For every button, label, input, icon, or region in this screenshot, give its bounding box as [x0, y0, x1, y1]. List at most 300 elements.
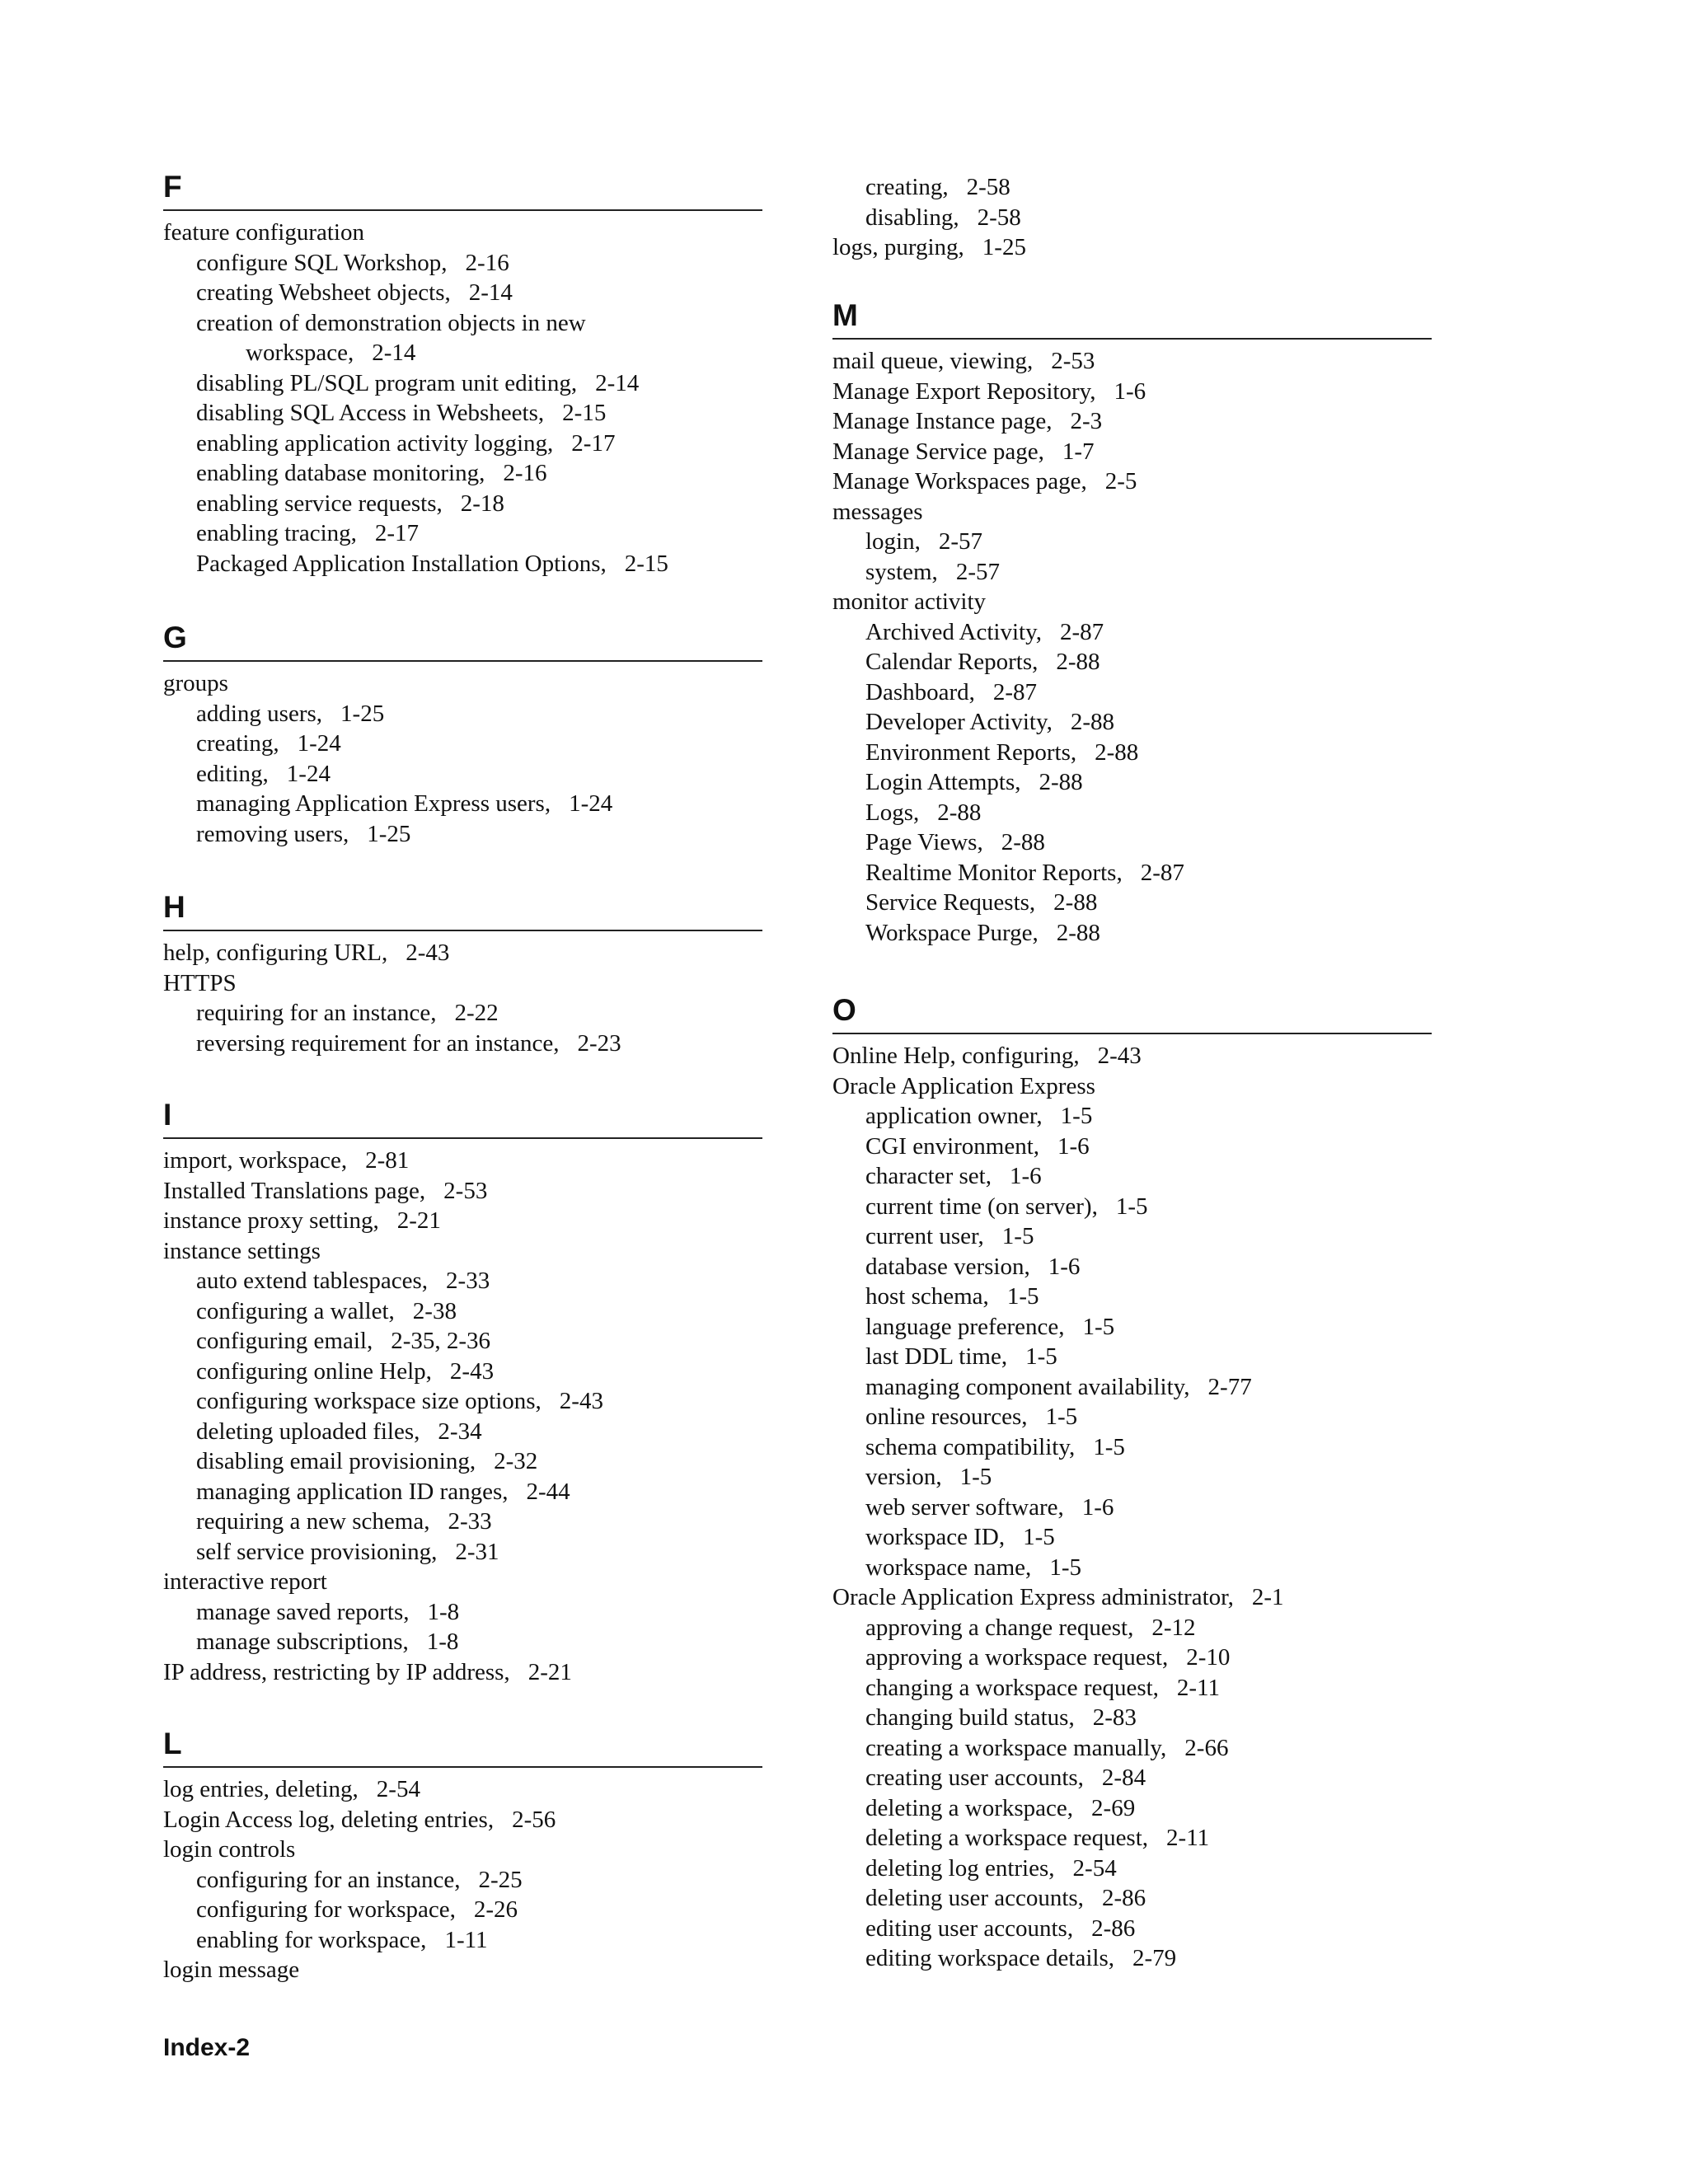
index-entry-term: creating Websheet objects, — [196, 279, 451, 306]
index-entry-term: enabling database monitoring, — [196, 460, 485, 486]
index-entry-page-ref[interactable]: 1-5 — [1025, 1343, 1057, 1370]
index-entry-term: workspace ID, — [865, 1524, 1006, 1550]
index-entry-term: enabling tracing, — [196, 520, 357, 546]
section-letter-heading: G — [163, 621, 187, 654]
index-entry-page-ref[interactable]: 2-35, 2-36 — [391, 1328, 491, 1354]
index-entry — [832, 858, 1432, 888]
index-entry — [832, 1522, 1432, 1553]
index-entry-term: application owner, — [865, 1103, 1043, 1129]
index-entry — [832, 232, 1432, 263]
index-entry — [832, 1854, 1432, 1884]
index-entry — [163, 998, 762, 1029]
index-entry — [163, 1206, 762, 1236]
index-entry — [832, 1372, 1432, 1403]
index-entry-page-ref[interactable]: 2-88 — [1053, 889, 1098, 916]
index-entry-term: Archived Activity, — [865, 618, 1042, 645]
index-entry-term: adding users, — [196, 700, 323, 727]
index-entry — [163, 938, 762, 968]
index-entry-page-ref[interactable]: 1-5 — [959, 1464, 992, 1490]
index-entry-page-ref[interactable]: 1-24 — [286, 760, 331, 787]
index-entry-page-ref[interactable]: 1-6 — [1114, 377, 1146, 405]
index-entry-page-ref[interactable]: 2-88 — [1039, 769, 1083, 795]
index-entry-page-ref[interactable]: 2-79 — [1132, 1945, 1177, 1971]
index-entry — [163, 789, 762, 819]
index-entry-term: creating, — [196, 730, 279, 757]
index-entry-page-ref[interactable]: 2-11 — [1166, 1825, 1210, 1851]
index-entry — [832, 1703, 1432, 1733]
index-entry-page-ref[interactable]: 2-54 — [376, 1776, 420, 1802]
index-entry-term: Calendar Reports, — [865, 649, 1039, 675]
index-entry-page-ref[interactable]: 2-58 — [966, 174, 1010, 200]
index-entry — [163, 1567, 762, 1597]
index-entry — [163, 549, 762, 579]
index-entry-page-ref[interactable]: 2-14 — [468, 279, 513, 306]
index-entry-page-ref[interactable]: 2-87 — [1059, 618, 1104, 645]
index-entry — [832, 647, 1432, 677]
index-entry — [832, 377, 1432, 407]
index-entry-page-ref[interactable]: 2-17 — [374, 520, 420, 546]
index-entry-page-ref[interactable]: 1-6 — [1048, 1253, 1081, 1280]
index-entry-page-ref[interactable]: 2-43 — [449, 1357, 495, 1385]
index-entry-term: managing Application Express users, — [196, 790, 551, 817]
index-entry — [832, 767, 1432, 798]
index-entry — [163, 1417, 762, 1447]
index-entry-page-ref[interactable]: 2-77 — [1207, 1373, 1252, 1400]
index-entry-term: configuring for an instance, — [196, 1866, 461, 1893]
index-entry-term: deleting uploaded files, — [196, 1418, 420, 1445]
index-entry-term: changing a workspace request, — [865, 1674, 1159, 1701]
page-footer-label: Index-2 — [163, 2034, 251, 2061]
index-entry-term: creating user accounts, — [865, 1765, 1084, 1791]
index-entry-page-ref[interactable]: 2-54 — [1072, 1854, 1117, 1882]
index-entry — [832, 798, 1432, 828]
index-entry-page-ref[interactable]: 2-14 — [372, 340, 416, 366]
index-entry — [832, 1282, 1432, 1312]
index-entry-page-ref[interactable]: 2-56 — [512, 1806, 556, 1833]
index-entry-page-ref[interactable]: 1-25 — [982, 234, 1026, 260]
index-entry — [163, 429, 762, 459]
index-entry-page-ref[interactable]: 2-43 — [559, 1388, 603, 1414]
index-entry-term: instance settings — [163, 1237, 321, 1264]
index-entry-term: removing users, — [196, 820, 349, 847]
index-entry — [832, 437, 1432, 467]
index-entry-page-ref[interactable]: 2-18 — [460, 490, 504, 517]
index-entry-page-ref[interactable]: 2-33 — [448, 1508, 492, 1535]
index-entry-page-ref[interactable]: 1-8 — [426, 1629, 459, 1655]
index-entry-term: configuring a wallet, — [196, 1297, 395, 1324]
index-entry-page-ref[interactable]: 1-5 — [1049, 1554, 1081, 1581]
index-entry — [163, 1597, 762, 1628]
index-entry — [163, 1029, 762, 1059]
index-entry-term: managing component availability, — [865, 1373, 1190, 1400]
index-entry-page-ref[interactable]: 2-21 — [528, 1658, 572, 1685]
index-entry-page-ref[interactable]: 1-7 — [1062, 438, 1095, 465]
index-entry-term: current user, — [865, 1223, 984, 1249]
index-entry-term: Packaged Application Installation Options, — [196, 550, 607, 577]
section-divider — [163, 930, 762, 931]
index-entry — [832, 738, 1432, 768]
index-entry-term: manage subscriptions, — [196, 1629, 409, 1655]
index-entry-term: monitor activity — [832, 588, 987, 615]
index-entry-page-ref[interactable]: 2-25 — [478, 1866, 523, 1893]
index-entry-term: workspace, — [246, 340, 354, 366]
index-section-o — [832, 993, 1432, 1974]
index-entry-term: deleting a workspace request, — [865, 1825, 1149, 1851]
index-entry-page-ref[interactable]: 1-24 — [569, 790, 613, 817]
index-entry-term: Dashboard, — [865, 678, 975, 705]
index-entry-page-ref[interactable]: 2-16 — [465, 249, 509, 276]
index-entry — [163, 1805, 762, 1835]
index-section-m — [832, 298, 1432, 948]
index-entry-term: Login Access log, deleting entries, — [163, 1806, 495, 1833]
index-entry-page-ref[interactable]: 1-8 — [427, 1598, 460, 1625]
index-entry — [832, 346, 1432, 377]
index-entry-page-ref[interactable]: 1-6 — [1057, 1132, 1090, 1160]
index-entry-term: interactive report — [163, 1568, 327, 1595]
index-entry-page-ref[interactable]: 2-88 — [1001, 829, 1045, 855]
index-entry-term: creation of demonstration objects in new — [196, 309, 586, 336]
index-entry-term: reversing requirement for an instance, — [196, 1029, 560, 1057]
index-entry — [163, 398, 762, 429]
index-entry — [163, 278, 762, 308]
index-entry-page-ref[interactable]: 2-32 — [494, 1448, 538, 1474]
section-letter-heading: F — [163, 170, 182, 204]
index-entry-term: messages — [832, 498, 923, 525]
index-entry-term: CGI environment, — [865, 1132, 1040, 1160]
index-entry — [832, 1883, 1432, 1914]
index-entry — [163, 1627, 762, 1657]
index-entry — [163, 668, 762, 699]
index-entry — [163, 699, 762, 729]
index-entry — [832, 527, 1432, 557]
index-entry-page-ref[interactable]: 1-5 — [1093, 1433, 1125, 1460]
index-entry-page-ref[interactable]: 2-57 — [955, 558, 1000, 585]
index-section-i — [163, 1098, 762, 1687]
index-entry-term: configuring online Help, — [196, 1357, 432, 1385]
index-entry — [832, 1493, 1432, 1523]
index-entry-page-ref[interactable]: 2-88 — [1056, 919, 1100, 946]
index-entry-page-ref[interactable]: 2-88 — [1070, 709, 1115, 735]
index-entry-term: enabling application activity logging, — [196, 429, 554, 457]
index-entry — [832, 1943, 1432, 1974]
index-entry — [163, 1236, 762, 1267]
index-entry-page-ref[interactable]: 1-5 — [1115, 1193, 1148, 1220]
index-entry-term: workspace name, — [865, 1554, 1032, 1581]
index-entry-page-ref[interactable]: 2-21 — [396, 1207, 441, 1234]
index-entry — [163, 1357, 762, 1387]
index-entry — [163, 1266, 762, 1296]
index-entry-term: changing build status, — [865, 1704, 1075, 1731]
index-entry — [832, 677, 1432, 708]
section-divider — [832, 1033, 1432, 1034]
index-entry — [832, 172, 1432, 203]
index-entry-page-ref[interactable]: 2-53 — [1051, 348, 1095, 374]
index-entry-term: disabling, — [865, 204, 959, 231]
index-entry — [163, 308, 762, 339]
index-entry-page-ref[interactable]: 1-6 — [1081, 1493, 1114, 1521]
index-entry-term: login, — [865, 528, 921, 555]
index-entry-term: approving a workspace request, — [865, 1644, 1169, 1671]
index-entry-term: HTTPS — [163, 969, 237, 996]
index-entry — [163, 248, 762, 279]
index-entry — [163, 1657, 762, 1688]
index-entry-page-ref[interactable]: 2-10 — [1186, 1644, 1231, 1671]
index-entry-term: login message — [163, 1957, 300, 1983]
index-entry-page-ref[interactable]: 2-23 — [577, 1029, 621, 1057]
index-entry — [832, 1432, 1432, 1463]
index-entry-term: editing, — [196, 760, 269, 787]
index-entry — [163, 368, 762, 399]
index-entry-term: deleting log entries, — [865, 1854, 1055, 1882]
index-entry-page-ref[interactable]: 1-5 — [1006, 1283, 1039, 1310]
index-entry-page-ref[interactable]: 2-43 — [1097, 1043, 1142, 1069]
index-entry-page-ref[interactable]: 2-11 — [1176, 1674, 1221, 1701]
index-entry-term: auto extend tablespaces, — [196, 1268, 429, 1294]
index-entry-page-ref[interactable]: 2-3 — [1070, 408, 1103, 434]
index-entry-term: Manage Instance page, — [832, 408, 1053, 434]
index-entry-term: configuring email, — [196, 1328, 373, 1354]
index-entry — [163, 1146, 762, 1176]
index-entry-page-ref[interactable]: 2-5 — [1104, 468, 1137, 494]
index-entry-term: Logs, — [865, 799, 920, 826]
index-entry-term: schema compatibility, — [865, 1433, 1076, 1460]
index-entry-page-ref[interactable]: 2-22 — [454, 1000, 499, 1026]
index-entry-term: logs, purging, — [832, 234, 964, 260]
index-entry-term: configure SQL Workshop, — [196, 249, 448, 276]
index-entry-page-ref[interactable]: 1-25 — [367, 820, 411, 847]
index-entry-term: Environment Reports, — [865, 738, 1077, 766]
index-entry-page-ref[interactable]: 2-86 — [1101, 1885, 1146, 1911]
index-entry-page-ref[interactable]: 1-5 — [1045, 1404, 1078, 1430]
index-entry-page-ref[interactable]: 1-11 — [444, 1926, 488, 1953]
index-entry-page-ref[interactable]: 2-33 — [446, 1268, 490, 1294]
index-entry — [832, 707, 1432, 738]
index-entry — [832, 1613, 1432, 1643]
section-divider — [163, 1137, 762, 1139]
index-entry-term: help, configuring URL, — [163, 940, 388, 966]
index-entry-page-ref[interactable]: 2-66 — [1184, 1734, 1229, 1761]
index-entry — [832, 1161, 1432, 1192]
index-entry — [163, 968, 762, 999]
index-entry-page-ref[interactable]: 2-38 — [412, 1297, 457, 1324]
index-entry-page-ref[interactable]: 2-1 — [1251, 1584, 1284, 1610]
index-entry-term: import, workspace, — [163, 1147, 348, 1174]
index-section-h — [163, 890, 762, 1058]
index-entry-term: Service Requests, — [865, 889, 1036, 916]
index-entry-page-ref[interactable]: 1-25 — [340, 700, 385, 727]
index-entry — [832, 1582, 1432, 1613]
index-entry — [832, 203, 1432, 233]
index-entry-term: current time (on server), — [865, 1193, 1098, 1220]
index-entry-term: disabling SQL Access in Websheets, — [196, 400, 545, 426]
index-entry — [832, 888, 1432, 918]
index-section-l — [163, 1727, 762, 1985]
index-entry — [832, 1192, 1432, 1222]
index-entry-page-ref[interactable]: 2-15 — [624, 550, 668, 577]
index-entry — [832, 1101, 1432, 1132]
index-entry — [163, 1507, 762, 1537]
index-entry — [832, 587, 1432, 617]
index-entry — [163, 1296, 762, 1327]
index-entry — [163, 1955, 762, 1985]
index-entry-term: creating, — [865, 174, 949, 200]
section-letter-heading: O — [832, 993, 856, 1027]
index-entry — [832, 1914, 1432, 1944]
index-entry-page-ref[interactable]: 2-53 — [443, 1177, 488, 1204]
index-entry-term: feature configuration — [163, 219, 364, 246]
index-entry — [832, 1462, 1432, 1493]
index-entry — [832, 1402, 1432, 1432]
index-entry — [163, 1477, 762, 1507]
index-entry — [832, 1071, 1432, 1102]
index-entry-page-ref[interactable]: 2-88 — [937, 799, 982, 826]
index-entry-term: creating a workspace manually, — [865, 1734, 1167, 1761]
section-divider — [163, 209, 762, 211]
index-entry-term: login controls — [163, 1836, 296, 1863]
index-entry-term: deleting a workspace, — [865, 1794, 1074, 1821]
index-entry — [832, 1733, 1432, 1764]
index-entry-term: Page Views, — [865, 829, 983, 855]
index-entry-page-ref[interactable]: 2-84 — [1101, 1765, 1146, 1791]
index-entry-term: version, — [865, 1464, 942, 1490]
index-entry-page-ref[interactable]: 2-14 — [595, 369, 640, 396]
index-entry — [163, 1925, 762, 1956]
index-entry-page-ref[interactable]: 1-6 — [1009, 1163, 1042, 1189]
index-entry — [163, 819, 762, 850]
index-entry-page-ref[interactable]: 2-88 — [1095, 738, 1139, 766]
index-entry — [163, 518, 762, 549]
section-letter-heading: I — [163, 1098, 172, 1132]
index-entry-term: editing workspace details, — [865, 1945, 1114, 1971]
index-entry — [832, 918, 1432, 949]
index-entry-term: log entries, deleting, — [163, 1776, 359, 1802]
index-entry-term: disabling PL/SQL program unit editing, — [196, 369, 578, 396]
index-entry-term: self service provisioning, — [196, 1538, 438, 1565]
index-entry-term: requiring a new schema, — [196, 1508, 430, 1535]
index-entry-page-ref[interactable]: 2-16 — [503, 460, 547, 486]
index-entry-page-ref[interactable]: 2-88 — [1056, 649, 1100, 675]
index-entry — [163, 1835, 762, 1865]
index-entry — [163, 759, 762, 790]
index-entry-page-ref[interactable]: 2-69 — [1091, 1794, 1136, 1821]
index-entry — [163, 338, 762, 368]
index-entry — [832, 1342, 1432, 1372]
index-entry-term: requiring for an instance, — [196, 1000, 437, 1026]
index-entry-term: Manage Workspaces page, — [832, 468, 1087, 494]
section-divider — [832, 338, 1432, 340]
index-entry-term: configuring workspace size options, — [196, 1388, 542, 1414]
index-entry-term: managing application ID ranges, — [196, 1478, 509, 1505]
index-entry — [832, 466, 1432, 497]
section-letter-heading: H — [163, 890, 185, 924]
index-entry-page-ref[interactable]: 1-5 — [1082, 1313, 1115, 1340]
index-entry — [163, 458, 762, 489]
index-entry-page-ref[interactable]: 2-81 — [365, 1147, 410, 1174]
index-entry-term: Login Attempts, — [865, 769, 1021, 795]
index-entry-page-ref[interactable]: 2-44 — [526, 1478, 570, 1505]
index-section-g — [163, 621, 762, 849]
index-entry-page-ref[interactable]: 2-17 — [571, 429, 616, 457]
index-entry — [832, 1793, 1432, 1824]
index-entry-page-ref[interactable]: 2-34 — [438, 1418, 482, 1445]
index-entry-page-ref[interactable]: 2-43 — [406, 940, 450, 966]
index-entry-term: online resources, — [865, 1404, 1028, 1430]
index-entry — [832, 617, 1432, 648]
index-entry-term: Workspace Purge, — [865, 919, 1039, 946]
index-entry-page-ref[interactable]: 2-86 — [1091, 1915, 1136, 1942]
section-divider — [163, 1766, 762, 1768]
index-entry-term: editing user accounts, — [865, 1915, 1074, 1942]
index-entry — [832, 557, 1432, 588]
index-entry-term: character set, — [865, 1163, 992, 1189]
index-entry-page-ref[interactable]: 2-31 — [455, 1538, 499, 1565]
index-entry — [832, 1643, 1432, 1673]
index-entry — [832, 1221, 1432, 1252]
index-entry-term: language preference, — [865, 1313, 1065, 1340]
index-entry — [163, 1326, 762, 1357]
index-entry-page-ref[interactable]: 2-26 — [473, 1896, 518, 1923]
index-entry-page-ref[interactable]: 2-87 — [992, 678, 1038, 705]
index-entry-term: Realtime Monitor Reports, — [865, 859, 1123, 886]
index-entry — [832, 1763, 1432, 1793]
index-entry-page-ref[interactable]: 2-12 — [1151, 1614, 1196, 1641]
index-entry — [832, 406, 1432, 437]
section-letter-heading: L — [163, 1727, 182, 1760]
index-entry — [832, 827, 1432, 858]
index-entry-page-ref[interactable]: 1-5 — [1001, 1223, 1034, 1249]
index-entry-term: IP address, restricting by IP address, — [163, 1658, 510, 1685]
index-entry-term: disabling email provisioning, — [196, 1448, 476, 1474]
index-entry — [163, 218, 762, 248]
index-entry — [832, 1312, 1432, 1343]
index-entry — [163, 1895, 762, 1925]
index-entry-page-ref[interactable]: 2-57 — [938, 528, 983, 555]
index-entry-term: host schema, — [865, 1283, 989, 1310]
index-entry — [832, 1041, 1432, 1071]
index-entry — [163, 1176, 762, 1207]
index-entry-page-ref[interactable]: 2-83 — [1092, 1704, 1137, 1731]
index-entry-term: Oracle Application Express administrator, — [832, 1584, 1234, 1610]
index-entry — [832, 1673, 1432, 1704]
index-entry-term: Oracle Application Express — [832, 1072, 1095, 1099]
index-entry — [832, 1252, 1432, 1282]
index-entry — [163, 1774, 762, 1805]
index-entry — [832, 1823, 1432, 1854]
index-entry-page-ref[interactable]: 1-24 — [297, 730, 341, 757]
index-entry — [163, 1537, 762, 1568]
index-entry — [832, 1132, 1432, 1162]
index-entry-term: Developer Activity, — [865, 709, 1053, 735]
index-entry-term: Manage Service page, — [832, 438, 1044, 465]
section-letter-heading: M — [832, 298, 858, 332]
index-entry-term: groups — [163, 670, 228, 696]
index-entry-term: approving a change request, — [865, 1614, 1134, 1641]
index-entry-term: Manage Export Repository, — [832, 377, 1096, 405]
index-entry-page-ref[interactable]: 2-15 — [562, 400, 607, 426]
index-entry-page-ref[interactable]: 2-87 — [1140, 859, 1184, 886]
index-entry-term: configuring for workspace, — [196, 1896, 456, 1923]
index-entry-page-ref[interactable]: 1-5 — [1023, 1524, 1055, 1550]
index-entry-term: deleting user accounts, — [865, 1885, 1084, 1911]
index-entry-term: last DDL time, — [865, 1343, 1008, 1370]
index-entry-term: web server software, — [865, 1493, 1064, 1521]
index-entry-term: mail queue, viewing, — [832, 348, 1034, 374]
index-entry-page-ref[interactable]: 2-58 — [977, 204, 1021, 231]
index-entry-page-ref[interactable]: 1-5 — [1060, 1103, 1093, 1129]
section-divider — [163, 660, 762, 662]
index-entry-term: enabling for workspace, — [196, 1926, 427, 1953]
index-entry — [832, 1553, 1432, 1583]
